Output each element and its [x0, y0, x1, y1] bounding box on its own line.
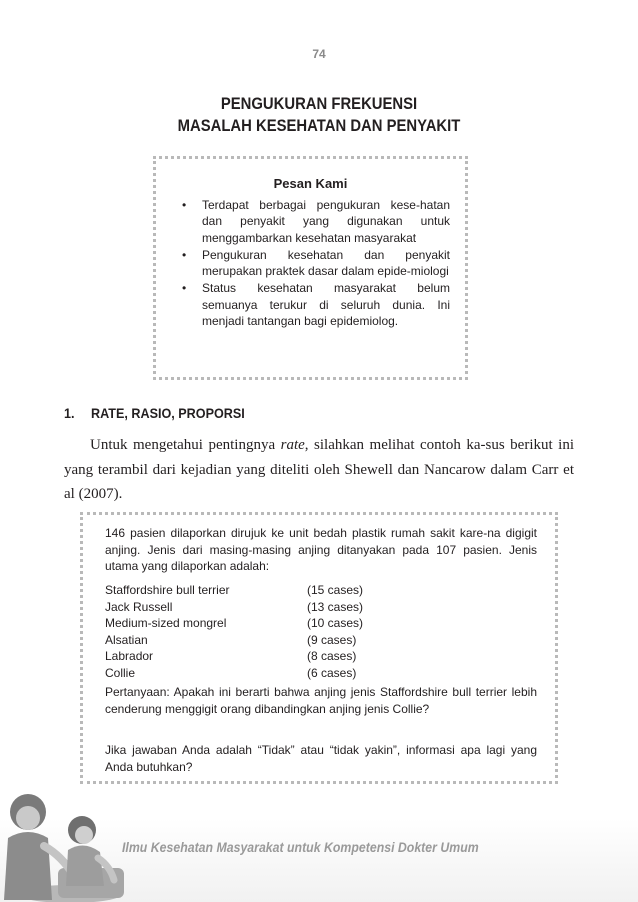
case-study-box: [80, 512, 558, 784]
breed-name: Alsatian: [105, 632, 148, 647]
message-list: [180, 197, 450, 330]
breed-name: Jack Russell: [105, 599, 173, 614]
chapter-title-line-1: PENGUKURAN FREKUENSI: [220, 95, 418, 113]
breed-table: [105, 582, 537, 681]
section-number: 1.: [64, 405, 75, 421]
bullet-icon: •: [182, 198, 187, 212]
message-item: [180, 280, 450, 329]
breed-count: (15 cases): [307, 583, 364, 597]
body-paragraph: [64, 433, 574, 507]
message-item-text: Terdapat berbagai pengukuran kese-hatan dan penyakit yang digunakan untuk menggambarkan kesehatan masyarakat: [202, 198, 450, 245]
breed-count: (8 cases): [307, 649, 357, 663]
body-paragraph-end: , silahkan melihat contoh ka-sus berikut ini yang terambil dari kejadian yang diteliti oleh Shewell dan Nancarow dalam Carr et al (2007).: [64, 437, 574, 502]
case-question: Pertanyaan: Apakah ini berarti bahwa anjing jenis Staffordshire bull terrier lebih cenderung menggigit orang dibandingkan anjing jenis Collie?: [105, 685, 537, 716]
body-paragraph-italic-term: rate: [280, 437, 305, 453]
breed-row: [105, 582, 537, 599]
section-title: RATE, RASIO, PROPORSI: [91, 405, 245, 421]
page-number: 74: [312, 47, 326, 61]
breed-count: (6 cases): [307, 665, 357, 680]
breed-name: Medium-sized mongrel: [105, 616, 227, 630]
breed-count: (10 cases): [307, 616, 364, 630]
breed-row: [105, 648, 537, 665]
breed-name: Labrador: [105, 649, 154, 663]
message-box: [153, 156, 468, 380]
breed-name: Staffordshire bull terrier: [105, 583, 230, 597]
case-followup: Jika jawaban Anda adalah “Tidak” atau “tidak yakin”, informasi apa lagi yang Anda butuhkan?: [105, 743, 537, 774]
breed-row: [105, 615, 537, 632]
bullet-icon: •: [182, 281, 187, 296]
message-item: [180, 247, 450, 280]
footer-book-title: Ilmu Kesehatan Masyarakat untuk Kompetensi Dokter Umum: [122, 839, 479, 855]
breed-row: [105, 665, 537, 682]
breed-row: [105, 632, 537, 649]
chapter-title: [32, 93, 606, 137]
message-item-text: Status kesehatan masyarakat belum semuanya terukur di seluruh dunia. Ini menjadi tantangan bagi epidemiolog.: [202, 281, 450, 329]
bullet-icon: •: [182, 247, 187, 262]
message-box-title: Pesan Kami: [273, 176, 348, 191]
breed-name: Collie: [105, 665, 136, 680]
message-item: [180, 197, 450, 246]
children-illustration: [0, 790, 125, 902]
breed-count: (13 cases): [307, 599, 364, 614]
body-paragraph-start: Untuk mengetahui pentingnya: [90, 437, 281, 453]
case-intro: 146 pasien dilaporkan dirujuk ke unit bedah plastik rumah sakit kare-na digigit anjing. Jenis dari masing-masing anjing ditanyakan pada 107 pasien. Jenis utama yang dilaporkan adalah:: [105, 526, 537, 573]
breed-count: (9 cases): [307, 632, 357, 647]
chapter-title-line-2: MASALAH KESEHATAN DAN PENYAKIT: [177, 117, 461, 135]
message-item-text: Pengukuran kesehatan dan penyakit merupakan praktek dasar dalam epide-miologi: [202, 247, 450, 279]
section-heading: [64, 405, 245, 421]
breed-row: [105, 599, 537, 616]
